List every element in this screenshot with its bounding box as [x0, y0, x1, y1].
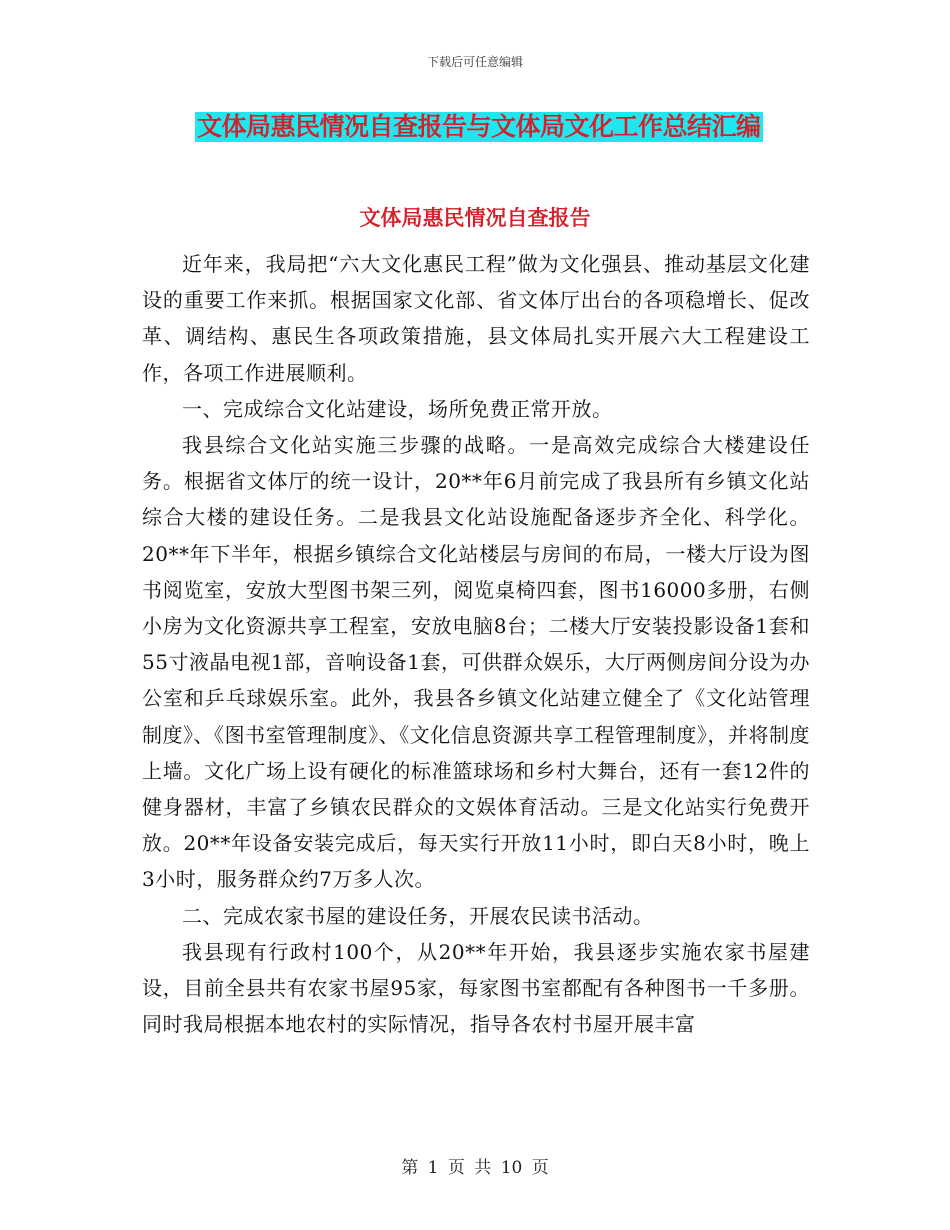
section-title: 文体局惠民情况自查报告: [359, 206, 591, 230]
document-body: [142, 246, 810, 1042]
paragraph-intro: 近年来，我局把“六大文化惠民工程”做为文化强县、推动基层文化建设的重要工作来抓。根据国家文化部、省文体厅出台的各项稳增长、促改革、调结构、惠民生各项政策措施，县文体局扎实开展六大工程建设工作，各项工作进展顺利。: [142, 252, 810, 385]
paragraph-cultural-station: 我县综合文化站实施三步骤的战略。一是高效完成综合大楼建设任务。根据省文体厅的统一设计，20**年6月前完成了我县所有乡镇文化站综合大楼的建设任务。二是我县文化站设施配备逐步齐全化、科学化。20**年下半年，根据乡镇综合文化站楼层与房间的布局，一楼大厅设为图书阅览室，安放大型图书架三列，阅览桌椅四套，图书16000多册，右侧小房为文化资源共享工程室，安放电脑8台；二楼大厅安装投影设备1套和55寸液晶电视1部，音响设备1套，可供群众娱乐，大厅两侧房间分设为办公室和乒乓球娱乐室。此外，我县各乡镇文化站建立健全了《文化站管理制度》、《图书室管理制度》、《文化信息资源共享工程管理制度》，并将制度上墙。文化广场上设有硬化的标准篮球场和乡村大舞台，还有一套12件的健身器材，丰富了乡镇农民群众的文娱体育活动。三是文化站实行免费开放。20**年设备安装完成后，每天实行开放11小时，即白天8小时，晚上3小时，服务群众约7万多人次。: [142, 433, 810, 892]
header-note: 下载后可任意编辑: [426, 55, 523, 69]
heading-section-two: 二、完成农家书屋的建设任务，开展农民读书活动。: [182, 903, 654, 928]
heading-section-one: 一、完成综合文化站建设，场所免费正常开放。: [182, 396, 613, 421]
page-footer: 第 1 页 共 10 页: [401, 1158, 549, 1178]
document-main-title: 文体局惠民情况自查报告与文体局文化工作总结汇编: [197, 112, 761, 141]
paragraph-farm-library: 我县现有行政村100个，从20**年开始，我县逐步实施农家书屋建设，目前全县共有农家书屋95家，每家图书室都配有各种图书一千多册。同时我局根据本地农村的实际情况，指导各农村书屋开展丰富: [142, 939, 810, 1037]
